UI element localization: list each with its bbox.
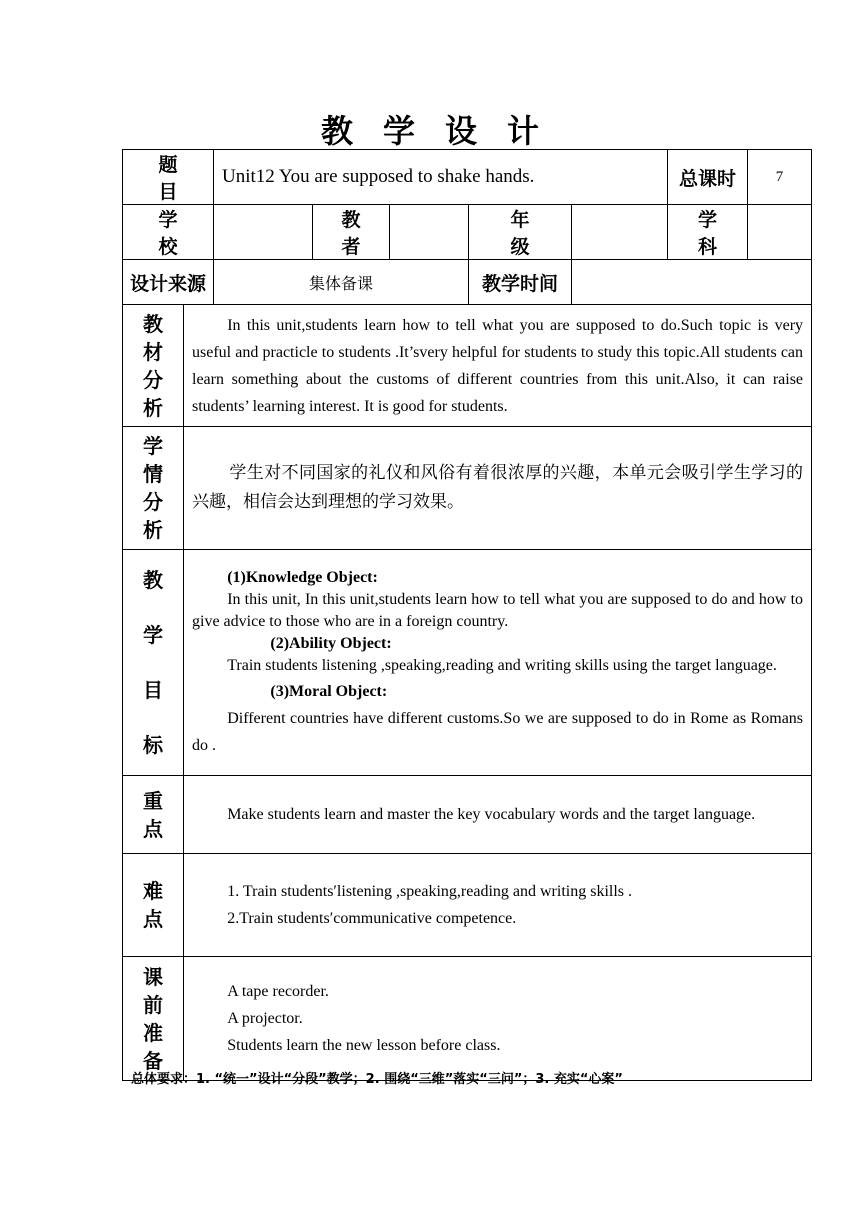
knowledge-title: (1)Knowledge Object:	[227, 568, 378, 586]
difficulties-label: 难 点	[123, 854, 184, 957]
source-row	[123, 260, 812, 305]
preparation-row	[123, 957, 812, 1081]
source-value: 集体备课	[214, 260, 469, 305]
document-title: 教学设计	[320, 112, 569, 150]
source-label: 设计来源	[123, 260, 214, 305]
material-label: 教 材 分 析	[123, 305, 184, 427]
list-item: Students learn the new lesson before class.	[227, 1037, 501, 1054]
teaching-time-value	[572, 260, 812, 305]
preparation	[184, 957, 812, 1081]
knowledge-text: In this unit, In this unit,students learn how to tell what you are supposed to do and how to give advice to those who are in a foreign country.	[192, 590, 804, 630]
teacher-label: 教 者	[313, 205, 390, 260]
teaching-time-label: 教学时间	[469, 260, 572, 305]
objectives-label: 教 学 目 标	[123, 550, 184, 776]
teacher-value	[390, 205, 469, 260]
preparation-label: 课 前 准 备	[123, 957, 184, 1081]
lesson-plan-table	[122, 149, 812, 1081]
key-points-row	[123, 776, 812, 854]
moral-text: Different countries have different customs.So we are supposed to do in Rome as Romans do .	[192, 709, 804, 754]
list-item: 1. Train students′listening ,speaking,reading and writing skills .	[227, 883, 632, 900]
ability-title: (2)Ability Object:	[270, 634, 392, 652]
total-hours-value: 7	[748, 150, 812, 205]
grade-label: 年 级	[469, 205, 572, 260]
subject-label: 学 科	[668, 205, 748, 260]
topic-label: 题 目	[123, 150, 214, 205]
difficulties	[184, 854, 812, 957]
total-hours-label: 总课时	[668, 150, 748, 205]
ability-text: Train students listening ,speaking,reading and writing skills using the target language.	[227, 656, 777, 674]
topic-row	[123, 150, 812, 205]
topic-value: Unit12 You are supposed to shake hands.	[214, 150, 668, 205]
school-label: 学 校	[123, 205, 214, 260]
students-label: 学 情 分 析	[123, 427, 184, 550]
subject-value	[748, 205, 812, 260]
school-value	[214, 205, 313, 260]
key-points-label: 重 点	[123, 776, 184, 854]
list-item: 2.Train students′communicative competence.	[227, 910, 517, 927]
general-requirements-note: 总体要求：1. “统一”设计“分段”教学；2. 围绕“三维”落实“三问”；3. 充实“心案”	[131, 1072, 623, 1087]
teaching-objectives	[184, 550, 812, 776]
info-row	[123, 205, 812, 260]
material-analysis: In this unit,students learn how to tell what you are supposed to do.Such topic is very useful and practicle to students .It’svery helpful for students to study this topic.All students can learn something about the customs of different countries from this unit.Also, it can raise students’ learning interest. It is good for students.	[184, 305, 812, 427]
students-row	[123, 427, 812, 550]
material-row	[123, 305, 812, 427]
grade-value	[572, 205, 668, 260]
list-item: A projector.	[227, 1010, 303, 1027]
key-points: Make students learn and master the key vocabulary words and the target language.	[184, 776, 812, 854]
difficulties-row	[123, 854, 812, 957]
objectives-row	[123, 550, 812, 776]
list-item: A tape recorder.	[227, 983, 329, 1000]
students-analysis: 学生对不同国家的礼仪和风俗有着很浓厚的兴趣，本单元会吸引学生学习的兴趣，相信会达到理想的学习效果。	[184, 427, 812, 550]
moral-title: (3)Moral Object:	[270, 682, 388, 700]
